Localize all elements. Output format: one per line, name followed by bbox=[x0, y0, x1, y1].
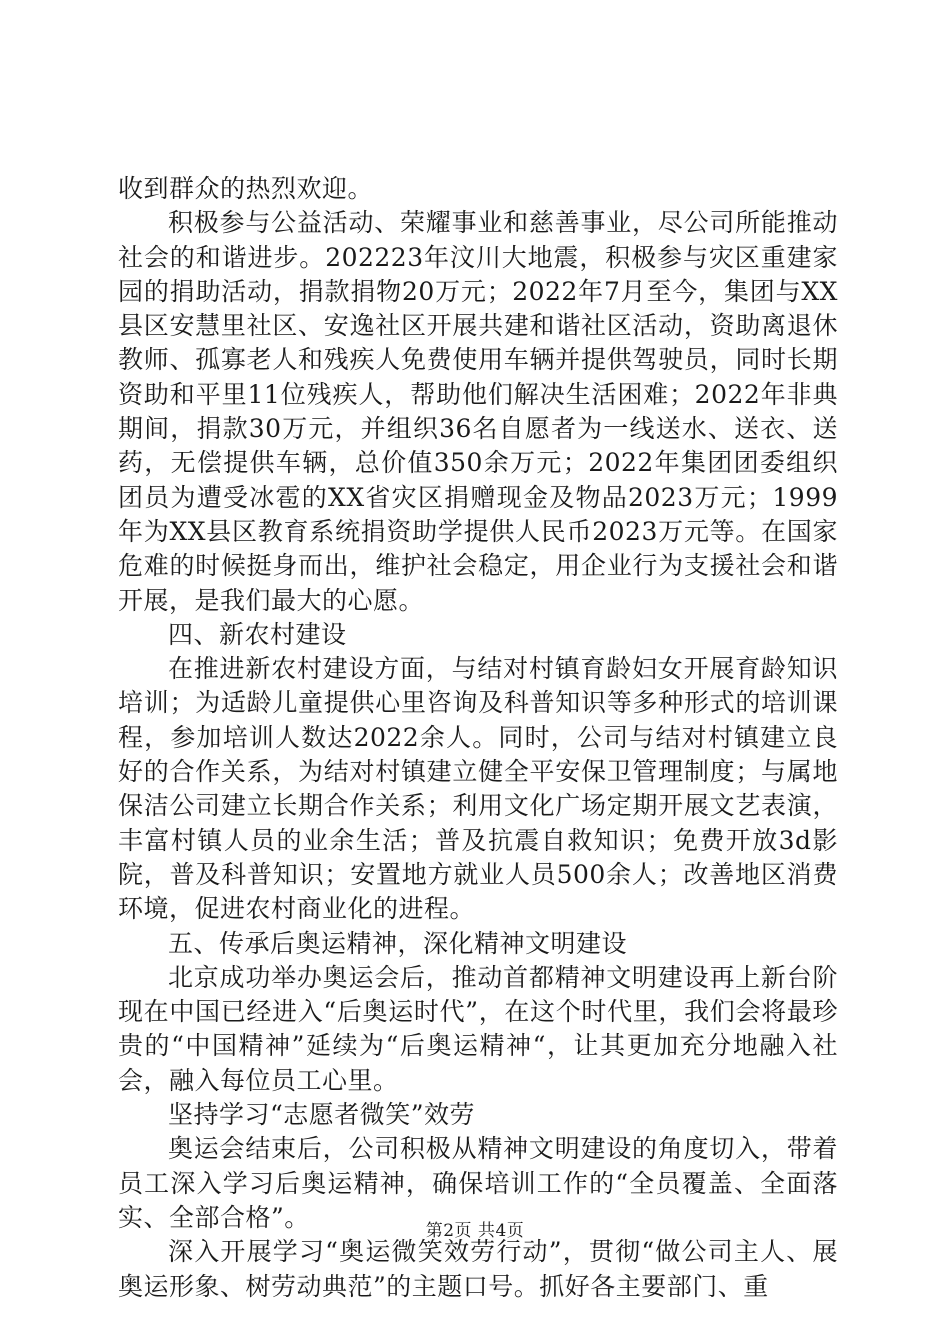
document-body bbox=[118, 172, 838, 1304]
paragraph-charity: 积极参与公益活动、荣耀事业和慈善事业，尽公司所能推动社会的和谐进步。202223年汶川大地震，积极参与灾区重建家园的捐助活动，捐款捐物20万元；2022年7月至今，集团与XX县区安慧里社区、安逸社区开展共建和谐社区活动，资助离退休教师、孤寡老人和残疾人免费使用车辆并提供驾驶员，同时长期资助和平里11位残疾人，帮助他们解决生活困难；2022年非典期间，捐款30万元，并组织36名自愿者为一线送水、送衣、送药，无偿提供车辆，总价值350余万元；2022年集团团委组织团员为遭受冰雹的XX省灾区捐赠现金及物品2023万元；1999年为XX县区教育系统捐资助学提供人民币2023万元等。在国家危难的时候挺身而出，维护社会稳定，用企业行为支援社会和谐开展，是我们最大的心愿。 bbox=[118, 208, 838, 615]
section-heading-post-olympic: 五、传承后奥运精神，深化精神文明建设 bbox=[168, 928, 628, 958]
section-heading-volunteer-smile: 坚持学习“志愿者微笑”效劳 bbox=[168, 1100, 476, 1130]
section-heading-new-countryside: 四、新农村建设 bbox=[168, 619, 347, 649]
paragraph-olympic-training: 奥运会结束后，公司积极从精神文明建设的角度切入，带着员工深入学习后奥运精神，确保培训工作的“全员覆盖、全面落实、全部合格”。 bbox=[118, 1134, 838, 1232]
paragraph-post-olympic: 北京成功举办奥运会后，推动首都精神文明建设再上新台阶现在中国已经进入“后奥运时代”，在这个时代里，我们会将最珍贵的“中国精神”延续为“后奥运精神“，让其更加充分地融入社会，融入每位员工心里。 bbox=[118, 962, 838, 1095]
paragraph-smile-service: 深入开展学习“奥运微笑效劳行动”，贯彻“做公司主人、展奥运形象、树劳动典范”的主题口号。抓好各主要部门、重 bbox=[118, 1237, 838, 1301]
paragraph-new-countryside: 在推进新农村建设方面，与结对村镇育龄妇女开展育龄知识培训；为适龄儿童提供心里咨询及科普知识等多种形式的培训课程，参加培训人数达2022余人。同时，公司与结对村镇建立良好的合作关系，为结对村镇建立健全平安保卫管理制度；与属地保洁公司建立长期合作关系；利用文化广场定期开展文艺表演，丰富村镇人员的业余生活；普及抗震自救知识；免费开放3d影院，普及科普知识；安置地方就业人员500余人；改善地区消费环境，促进农村商业化的进程。 bbox=[118, 654, 838, 924]
page-number-footer: 第2页 共4页 bbox=[425, 1221, 525, 1241]
paragraph-continuation: 收到群众的热烈欢迎。 bbox=[118, 174, 374, 203]
